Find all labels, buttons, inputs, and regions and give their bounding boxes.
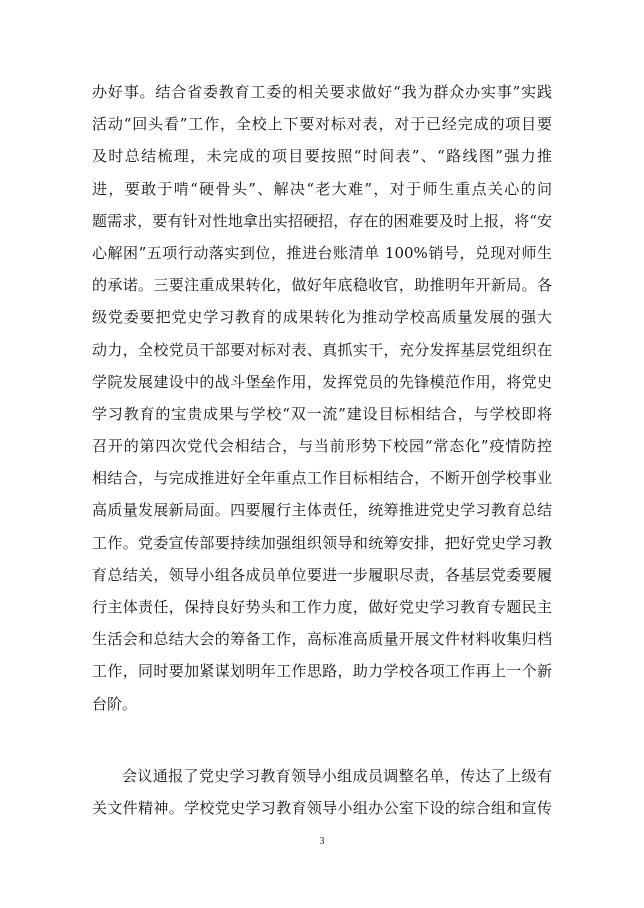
- page-number: 3: [319, 836, 325, 847]
- paragraph-line: 召开的第四次党代会相结合，与当前形势下校园“常态化”疫情防控: [92, 437, 552, 456]
- paragraph-line: 工作，同时要加紧谋划明年工作思路，助力学校各项工作再上一个新: [92, 662, 552, 681]
- paragraph-line: 的承诺。三要注重成果转化，做好年底稳收官，助推明年开新局。各: [92, 276, 552, 295]
- paragraph-line: 进，要敢于啃“硬骨头”、解决“老大难”，对于师生重点关心的问: [92, 179, 552, 198]
- paragraph-line: 相结合，与完成推进好全年重点工作目标相结合，不断开创学校事业: [92, 469, 552, 488]
- paragraph-line: 行主体责任，保持良好势头和工作力度，做好党史学习教育专题民主: [92, 598, 552, 616]
- paragraph-line: 学院发展建设中的战斗堡垒作用，发挥党员的先锋模范作用，将党史: [92, 372, 552, 391]
- paragraph-line: 育总结关，领导小组各成员单位要进一步履职尽责，各基层党委要履: [92, 565, 552, 584]
- paragraph-line: 办好事。结合省委教育工委的相关要求做好“我为群众办实事”实践: [92, 83, 552, 101]
- paragraph-line: 级党委要把党史学习教育的成果转化为推动学校高质量发展的强大: [92, 308, 552, 327]
- paragraph-line: 台阶。: [92, 694, 138, 713]
- paragraph-line: 题需求，要有针对性地拿出实招硬招，存在的困难要及时上报，将“安: [92, 211, 552, 230]
- paragraph-line: 学习教育的宝贵成果与学校“双一流”建设目标相结合，与学校即将: [92, 404, 552, 423]
- paragraph-line: 活动“回头看”工作，全校上下要对标对表，对于已经完成的项目要: [92, 115, 552, 134]
- paragraph-line: 动力，全校党员干部要对标对表、真抓实干，充分发挥基层党组织在: [92, 340, 552, 359]
- paragraph-line: 关文件精神。学校党史学习教育领导小组办公室下设的综合组和宣传: [92, 799, 552, 818]
- paragraph-line: 高质量发展新局面。四要履行主体责任，统筹推进党史学习教育总结: [92, 501, 552, 520]
- paragraph-line: 及时总结梳理，未完成的项目要按照“时间表”、“路线图”强力推: [92, 147, 552, 166]
- paragraph-line: 生活会和总结大会的筹备工作，高标准高质量开展文件材料收集归档: [92, 630, 552, 649]
- paragraph-1: [92, 76, 552, 720]
- paragraph-line: 工作。党委宣传部要持续加强组织领导和统筹安排，把好党史学习教: [92, 533, 552, 552]
- paragraph-2: [92, 760, 552, 824]
- paragraph-line: 心解困”五项行动落实到位，推进台账清单 100%销号，兑现对师生: [92, 243, 552, 262]
- paragraph-line: 会议通报了党史学习教育领导小组成员调整名单，传达了上级有: [122, 767, 552, 785]
